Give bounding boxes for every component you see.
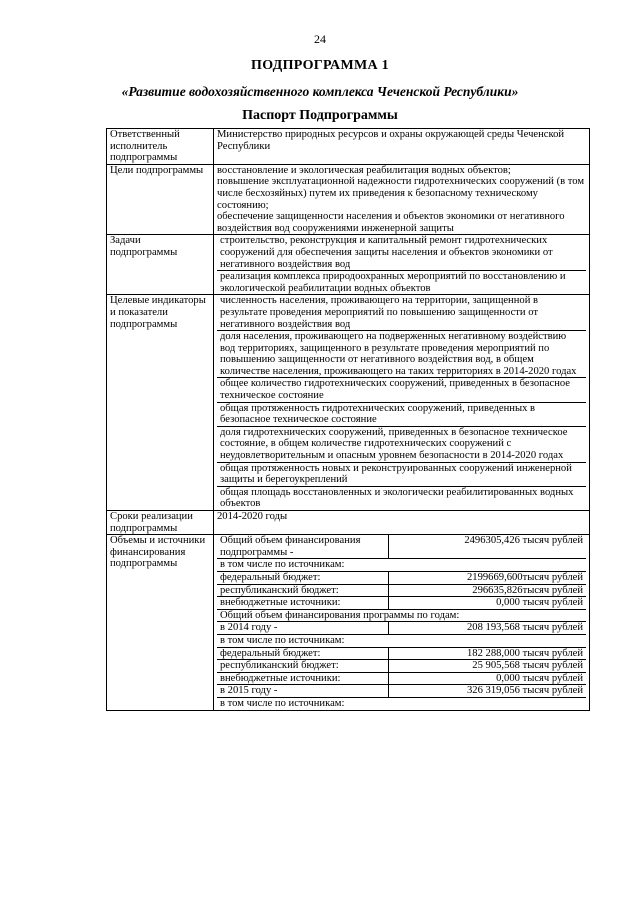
- tasks-value: [214, 235, 590, 295]
- goal-item: обеспечение защищенности населения и объектов экономики от негативного воздействия вод сооружениями инженерной защиты: [217, 211, 565, 234]
- tasks-label: Задачи подпрограммы: [107, 235, 214, 295]
- funding-2014-extra-label: внебюджетные источники:: [217, 672, 389, 685]
- table-row-executor: [107, 129, 590, 165]
- indicator-item: доля гидротехнических сооружений, приведенных в безопасное техническое состояние, в общем количестве гидротехнических сооружений с неудовлетворительным и опасным уровнем безопасности в 2014-2020 годах: [217, 427, 586, 463]
- table-row-tasks: [107, 235, 590, 295]
- goals-label: Цели подпрограммы: [107, 164, 214, 235]
- funding-republic-label: республиканский бюджет:: [217, 584, 389, 597]
- table-row-indicators: [107, 295, 590, 511]
- funding-2014-republic-label: республиканский бюджет:: [217, 660, 389, 673]
- executor-label: Ответственный исполнитель подпрограммы: [107, 129, 214, 165]
- terms-value: 2014-2020 годы: [214, 511, 590, 535]
- funding-row: [217, 685, 586, 698]
- table-row-funding: [107, 535, 590, 710]
- goals-value: [214, 164, 590, 235]
- funding-2014-label: в 2014 году -: [217, 622, 389, 635]
- funding-row: [217, 584, 586, 597]
- funding-table: [217, 535, 586, 709]
- task-item: строительство, реконструкция и капитальный ремонт гидротехнических сооружений для обеспечения защиты населения и объектов экономики от негативного воздействия вод: [217, 235, 586, 271]
- funding-federal-label: федеральный бюджет:: [217, 571, 389, 584]
- page-heading: ПОДПРОГРАММА 1: [251, 58, 389, 73]
- funding-row: [217, 672, 586, 685]
- indicator-item: общая протяженность гидротехнических сооружений, приведенных в безопасное техническое состояние: [217, 403, 586, 427]
- funding-2014-extra-value: 0,000 тысяч рублей: [389, 672, 587, 685]
- funding-by-years-label: Общий объем финансирования программы по годам:: [217, 609, 586, 622]
- funding-row: [217, 597, 586, 610]
- indicator-item: численность населения, проживающего на территории, защищенной в результате проведения мероприятий по повышению защищенности от негативного воздействия вод: [217, 295, 586, 331]
- funding-2015-sources-label: в том числе по источникам:: [220, 697, 345, 709]
- goal-item: повышение эксплуатационной надежности гидротехнических сооружений (в том числе бесхозяйных) путем их приведения к безопасному техническому состоянию;: [217, 176, 585, 211]
- goal-item: восстановление и экологическая реабилитация водных объектов;: [217, 164, 511, 176]
- funding-row: [217, 609, 586, 622]
- table-row-terms: [107, 511, 590, 535]
- funding-row: [217, 571, 586, 584]
- executor-value: Министерство природных ресурсов и охраны окружающей среды Чеченской Республики: [214, 129, 590, 165]
- funding-extra-label: внебюджетные источники:: [217, 597, 389, 610]
- passport-title: Паспорт Подпрограммы: [242, 108, 398, 123]
- terms-label: Сроки реализации подпрограммы: [107, 511, 214, 535]
- funding-2014-federal-value: 182 288,000 тысяч рублей: [389, 647, 587, 660]
- funding-label: Объемы и источники финансирования подпрограммы: [107, 535, 214, 710]
- funding-federal-value: 2199669,600тысяч рублей: [389, 571, 587, 584]
- page-subtitle: «Развитие водохозяйственного комплекса Чеченской Республики»: [121, 84, 519, 99]
- funding-total-value: 2496305,426 тысяч рублей: [389, 535, 587, 559]
- passport-table: [106, 128, 590, 711]
- funding-sources-label: в том числе по источникам:: [217, 559, 586, 572]
- indicators-value: [214, 295, 590, 511]
- funding-2014-republic-value: 25 905,568 тысяч рублей: [389, 660, 587, 673]
- funding-row: [217, 622, 586, 635]
- indicator-item: общее количество гидротехнических сооружений, приведенных в безопасное техническое состояние: [217, 378, 586, 402]
- funding-2014-federal-label: федеральный бюджет:: [217, 647, 389, 660]
- table-row-goals: [107, 164, 590, 235]
- funding-total-label: Общий объем финансирования подпрограммы -: [217, 535, 389, 559]
- funding-row: [217, 697, 586, 709]
- funding-2015-label: в 2015 году -: [217, 685, 389, 698]
- funding-2014-sources-label: в том числе по источникам:: [217, 634, 586, 647]
- funding-2015-value: 326 319,056 тысяч рублей: [389, 685, 587, 698]
- funding-2014-value: 208 193,568 тысяч рублей: [389, 622, 587, 635]
- indicator-item: общая площадь восстановленных и экологически реабилитированных водных объектов: [220, 486, 574, 510]
- funding-republic-value: 296635,826тысяч рублей: [389, 584, 587, 597]
- funding-row: [217, 634, 586, 647]
- task-item: реализация комплекса природоохранных мероприятий по восстановлению и экологической реабилитации водных объектов: [220, 271, 566, 294]
- funding-row: [217, 647, 586, 660]
- funding-row: [217, 535, 586, 559]
- funding-row: [217, 559, 586, 572]
- indicators-label: Целевые индикаторы и показатели подпрограммы: [107, 295, 214, 511]
- indicator-item: общая протяженность новых и реконструированных сооружений инженерной защиты и берегоукреплений: [217, 463, 586, 487]
- indicator-item: доля населения, проживающего на подверженных негативному воздействию вод территориях, защищенного в результате проведения мероприятий по повышению защищенности от негативного воздействия вод, в общем количестве населения, проживающего на таких территориях в 2014-2020 годах: [217, 331, 586, 378]
- funding-row: [217, 660, 586, 673]
- funding-value: [214, 535, 590, 710]
- funding-extra-value: 0,000 тысяч рублей: [389, 597, 587, 610]
- page-number: 24: [314, 32, 326, 46]
